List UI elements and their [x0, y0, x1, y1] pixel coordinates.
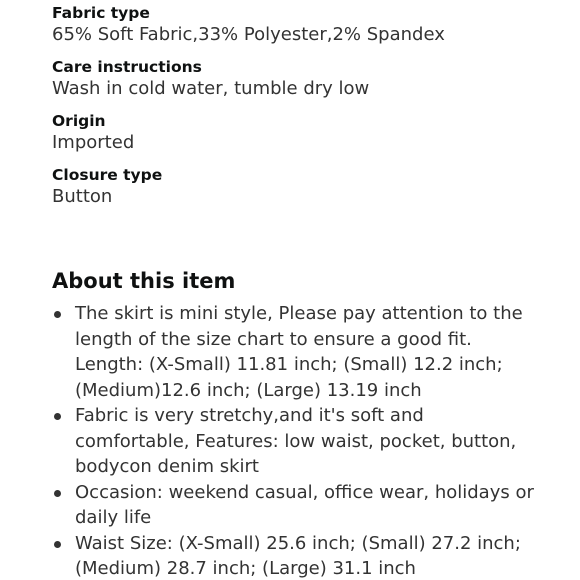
spec-label: Closure type	[52, 166, 163, 184]
bullet-line: Length: (X-Small) 11.81 inch; (Small) 12.2 inch;	[75, 354, 503, 375]
spec-closure-type	[52, 166, 572, 208]
spec-fabric-type	[52, 4, 572, 46]
spec-value: Button	[52, 186, 113, 207]
feature-bullet	[52, 403, 572, 480]
bullet-dot-icon	[54, 490, 61, 497]
bullet-line: comfortable, Features: low waist, pocket, button,	[75, 430, 517, 452]
bullet-line: The skirt is mini style, Please pay attention to the	[75, 303, 523, 324]
section-heading: About this item	[52, 269, 236, 293]
bullet-line: Waist Size: (X-Small) 25.6 inch; (Small) 27.2 inch;	[75, 532, 521, 554]
spec-value: Imported	[52, 132, 135, 153]
bullet-line: (Medium)12.6 inch; (Large) 13.19 inch	[75, 379, 422, 401]
spec-care-instructions	[52, 58, 572, 100]
bullet-line: Occasion: weekend casual, office wear, holidays or	[75, 481, 534, 503]
bullet-dot-icon	[54, 311, 61, 318]
spec-origin	[52, 112, 572, 154]
spec-value: Wash in cold water, tumble dry low	[52, 78, 370, 99]
spec-label: Fabric type	[52, 4, 150, 22]
about-this-item-section	[52, 268, 572, 580]
feature-bullet	[52, 531, 572, 580]
feature-bullet	[52, 480, 572, 531]
feature-bullet-list	[52, 301, 572, 580]
feature-bullet	[52, 301, 572, 403]
spec-value: 65% Soft Fabric,33% Polyester,2% Spandex	[52, 24, 445, 45]
bullet-line: (Medium) 28.7 inch; (Large) 31.1 inch	[75, 558, 416, 579]
bullet-dot-icon	[54, 413, 61, 420]
bullet-dot-icon	[54, 541, 61, 548]
spec-label: Origin	[52, 112, 106, 130]
bullet-line: daily life	[75, 507, 152, 528]
bullet-line: Fabric is very stretchy,and it's soft and	[75, 405, 424, 426]
bullet-line: length of the size chart to ensure a good fit.	[75, 328, 472, 350]
bullet-line: bodycon denim skirt	[75, 456, 259, 477]
product-specs	[52, 4, 572, 220]
spec-label: Care instructions	[52, 58, 202, 76]
